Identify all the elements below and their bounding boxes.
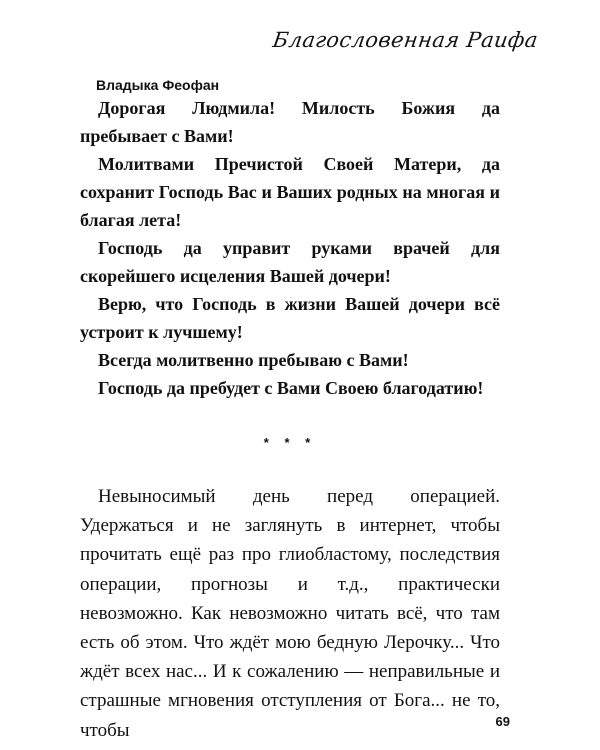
letter-paragraph: Дорогая Людмила! Милость Божия да пребывает с Вами! <box>80 98 500 146</box>
letter-author: Владыка Феофан <box>96 77 220 93</box>
page-content <box>80 76 500 745</box>
letter-paragraph: Господь да пребудет с Вами Своею благодатию! <box>98 378 484 398</box>
running-head: Благословенная Раифа <box>271 28 540 52</box>
letter-paragraph: Господь да управит руками врачей для скорейшего исцеления Вашей дочери! <box>80 238 500 286</box>
letter-paragraph: Верю, что Господь в жизни Вашей дочери всё устроит к лучшему! <box>80 294 500 342</box>
page-number: 69 <box>495 714 510 729</box>
body-paragraph: Невыносимый день перед операцией. Удержаться и не заглянуть в интернет, чтобы прочитать ещё раз про глиобластому, последствия операции, прогнозы и т.д., практически невозможно. Как невозможно читать всё, что там есть об этом. Что ждёт мою бедную Лерочку... Что ждёт всех нас... И к сожалению — неправильные и страшные мгновения отступления от Бога... не то, чтобы <box>80 486 500 741</box>
section-separator: * * * <box>263 434 317 450</box>
letter-body <box>80 94 500 402</box>
letter-paragraph: Молитвами Пречистой Своей Матери, да сохранит Господь Вас и Ваших родных на многая и благая лета! <box>80 154 500 230</box>
letter-paragraph: Всегда молитвенно пребываю с Вами! <box>98 350 409 370</box>
